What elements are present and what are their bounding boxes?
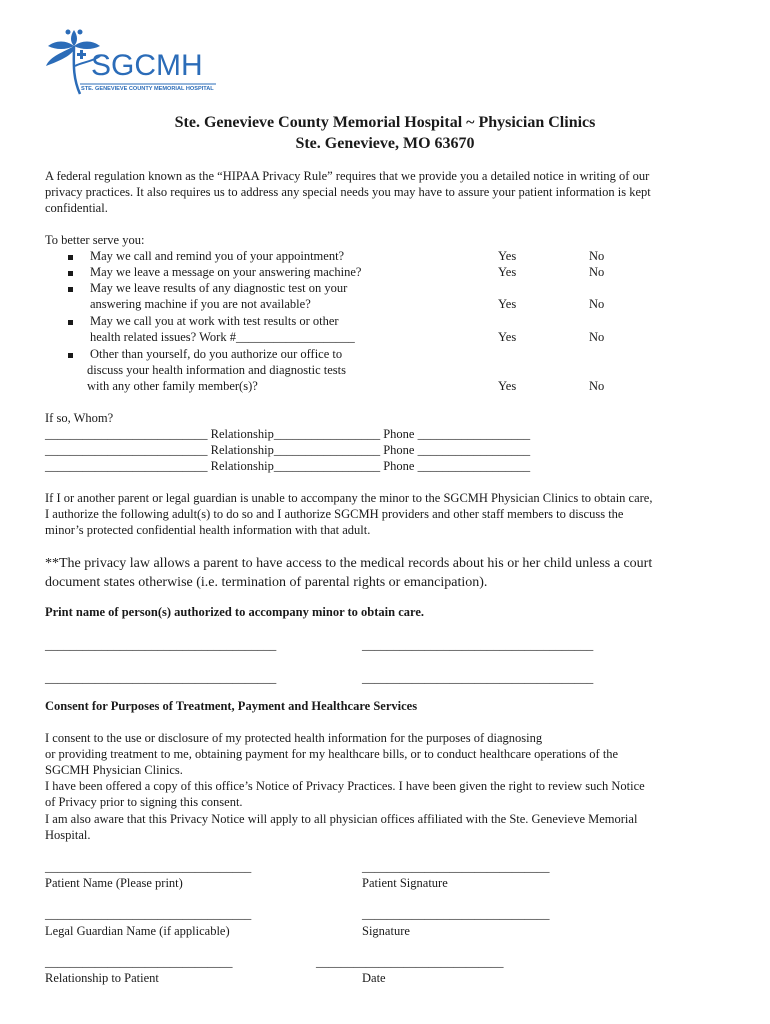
question-5-cont: with any other family member(s)? (87, 379, 258, 393)
intro-line: A federal regulation known as the “HIPAA Privacy Rule” requires that we provide you a detailed notice in writing of our (45, 169, 650, 183)
question-4-cont[interactable]: health related issues? Work #___________________ (90, 330, 355, 344)
answer-no[interactable]: No (589, 379, 605, 393)
privacy-law-line: **The privacy law allows a parent to have access to the medical records about his or her child unless a court (45, 556, 653, 571)
date-label: Date (362, 971, 386, 985)
question-1: May we call and remind you of your appointment? (90, 249, 345, 263)
consent-line: Hospital. (45, 828, 91, 842)
whom-row[interactable]: __________________________ Relationship_________________ Phone __________________ (45, 459, 531, 473)
answer-yes[interactable]: Yes (498, 265, 517, 279)
answer-no[interactable]: No (589, 297, 605, 311)
page-subtitle: Ste. Genevieve, MO 63670 (295, 135, 475, 152)
relationship-label: Relationship to Patient (45, 971, 159, 985)
answer-yes[interactable]: Yes (498, 379, 517, 393)
minor-line: If I or another parent or legal guardian is unable to accompany the minor to the SGCMH Physician Clinics to obtain care, (45, 491, 653, 505)
minor-line: minor’s protected confidential health information with that adult. (45, 523, 371, 537)
authorized-name-field[interactable]: _____________________________________ (45, 671, 277, 685)
consent-line: or providing treatment to me, obtaining payment for my healthcare bills, or to conduct healthcare operations of the (45, 747, 619, 761)
answer-yes[interactable]: Yes (498, 330, 517, 344)
guardian-name-label: Legal Guardian Name (if applicable) (45, 924, 230, 938)
answer-no[interactable]: No (589, 265, 605, 279)
bullet-icon (68, 320, 73, 325)
whom-row[interactable]: __________________________ Relationship_________________ Phone __________________ (45, 443, 531, 457)
question-5-cont: discuss your health information and diagnostic tests (87, 363, 346, 377)
question-3-cont: answering machine if you are not available? (90, 297, 311, 311)
answer-no[interactable]: No (589, 330, 605, 344)
date-field[interactable]: ______________________________ (316, 955, 504, 969)
answer-yes[interactable]: Yes (498, 249, 517, 263)
hospital-logo (44, 26, 219, 98)
guardian-name-field[interactable]: _________________________________ (45, 907, 252, 921)
authorized-name-field[interactable]: _____________________________________ (45, 638, 277, 652)
question-4: May we call you at work with test results or other (90, 314, 339, 328)
intro-line: privacy practices. It also requires us to address any special needs you may have to assure your patient information is kept (45, 185, 651, 199)
guardian-signature-field[interactable]: ______________________________ (362, 907, 550, 921)
authorized-name-field[interactable]: _____________________________________ (362, 671, 594, 685)
question-3: May we leave results of any diagnostic test on your (90, 281, 348, 295)
privacy-law-line: document states otherwise (i.e. termination of parental rights or emancipation). (45, 575, 488, 590)
question-2: May we leave a message on your answering machine? (90, 265, 362, 279)
consent-line: of Privacy prior to signing this consent. (45, 795, 243, 809)
consent-line: I am also aware that this Privacy Notice will apply to all physician offices affiliated with the Ste. Genevieve Memorial (45, 812, 638, 826)
logo-subtitle: STE. GENEVIEVE COUNTY MEMORIAL HOSPITAL (81, 86, 214, 92)
patient-name-field[interactable]: _________________________________ (45, 860, 252, 874)
answer-no[interactable]: No (589, 249, 605, 263)
bullet-icon (68, 255, 73, 260)
page-title: Ste. Genevieve County Memorial Hospital ~ Physician Clinics (174, 114, 596, 131)
authorized-name-field[interactable]: _____________________________________ (362, 638, 594, 652)
questions-lead: To better serve you: (45, 233, 145, 247)
minor-line: I authorize the following adult(s) to do so and I authorize SGCMH providers and other staff members to discuss the (45, 507, 624, 521)
logo-name: SGCMH (91, 49, 203, 82)
intro-line: confidential. (45, 201, 108, 215)
consent-line: SGCMH Physician Clinics. (45, 763, 183, 777)
signature-label: Signature (362, 924, 410, 938)
patient-signature-field[interactable]: ______________________________ (362, 860, 550, 874)
bullet-icon (68, 287, 73, 292)
answer-yes[interactable]: Yes (498, 297, 517, 311)
consent-line: I consent to the use or disclosure of my protected health information for the purposes of diagnosing (45, 731, 543, 745)
whom-row[interactable]: __________________________ Relationship_________________ Phone __________________ (45, 427, 531, 441)
patient-signature-label: Patient Signature (362, 876, 448, 890)
bullet-icon (68, 271, 73, 276)
whom-label: If so, Whom? (45, 411, 114, 425)
authorized-heading: Print name of person(s) authorized to accompany minor to obtain care. (45, 605, 425, 619)
consent-line: I have been offered a copy of this office’s Notice of Privacy Practices. I have been given the right to review such Notice (45, 779, 645, 793)
patient-name-label: Patient Name (Please print) (45, 876, 183, 890)
question-5: Other than yourself, do you authorize our office to (90, 347, 343, 361)
bullet-icon (68, 353, 73, 358)
consent-heading: Consent for Purposes of Treatment, Payment and Healthcare Services (45, 699, 418, 713)
relationship-field[interactable]: ______________________________ (45, 955, 233, 969)
